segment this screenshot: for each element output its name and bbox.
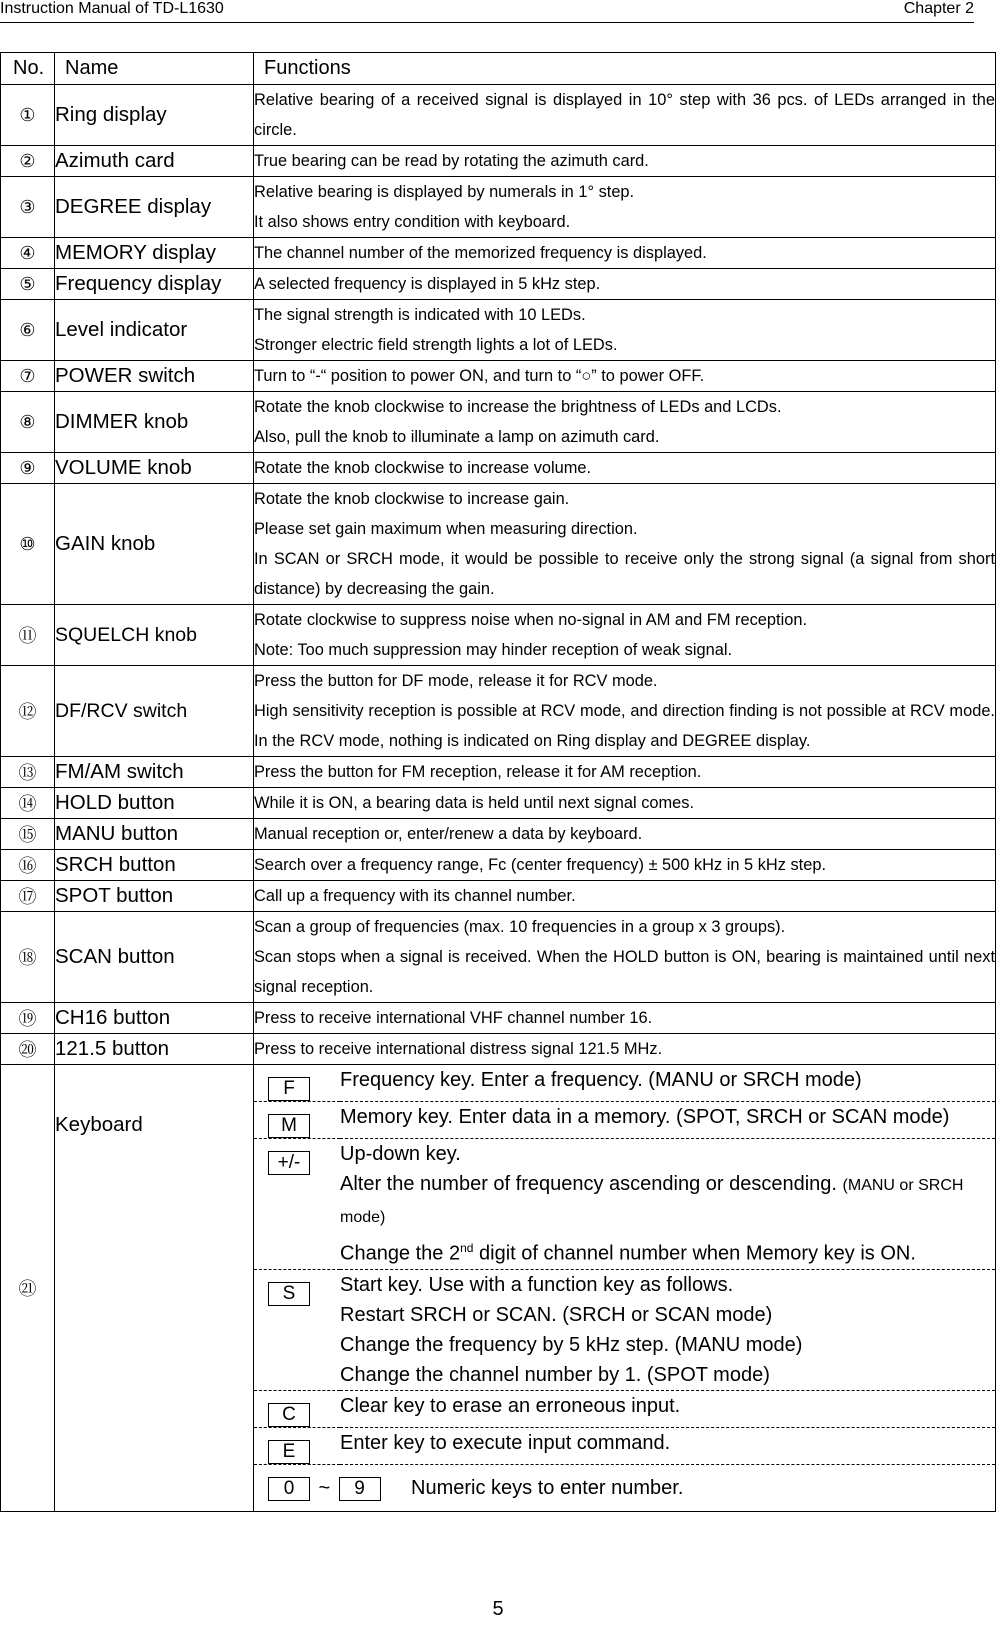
table-row <box>1 850 996 881</box>
key-updown-box: +/- <box>268 1151 310 1175</box>
table-row <box>1 484 996 605</box>
key-f-desc: Frequency key. Enter a frequency. (MANU or SRCH mode) <box>340 1069 862 1091</box>
row-number: ⑩ <box>1 484 55 605</box>
key-row-c <box>254 1390 995 1427</box>
key-range-tilde: ~ <box>318 1476 331 1499</box>
function-line: It also shows entry condition with keyboard. <box>254 213 571 231</box>
row-number: ② <box>1 146 55 177</box>
row-number: ⑤ <box>1 269 55 300</box>
row-number: ③ <box>1 177 55 238</box>
function-line: The signal strength is indicated with 10 LEDs. <box>254 306 586 324</box>
table-body <box>1 85 996 1065</box>
row-function <box>254 361 996 392</box>
key-updown-desc-3: Change the 2nd digit of channel number when Memory key is ON. <box>340 1241 916 1265</box>
row-number: ⑯ <box>1 850 55 881</box>
table-row <box>1 453 996 484</box>
row-name: MEMORY display <box>55 238 254 269</box>
key-s-box: S <box>268 1282 310 1306</box>
keyboard-key-table <box>254 1065 995 1511</box>
function-line: Manual reception or, enter/renew a data by keyboard. <box>254 825 643 843</box>
function-line: Rotate clockwise to suppress noise when no-signal in AM and FM reception. <box>254 611 808 629</box>
table-row <box>1 788 996 819</box>
function-line: Press the button for FM reception, release it for AM reception. <box>254 763 702 781</box>
table-row <box>1 666 996 757</box>
function-line: Press the button for DF mode, release it for RCV mode. <box>254 672 658 690</box>
row-function <box>254 453 996 484</box>
row-name: Frequency display <box>55 269 254 300</box>
row-function <box>254 757 996 788</box>
page-number: 5 <box>492 1598 504 1620</box>
key-9-box: 9 <box>339 1477 381 1501</box>
table-row <box>1 361 996 392</box>
row-name: 121.5 button <box>55 1034 254 1065</box>
row-function <box>254 177 996 238</box>
header-no: No. <box>1 53 55 85</box>
table-row <box>1 819 996 850</box>
row-name: VOLUME knob <box>55 453 254 484</box>
row-function <box>254 1003 996 1034</box>
key-updown-desc-1: Up-down key. <box>340 1143 461 1165</box>
row-number: ⑬ <box>1 757 55 788</box>
table-row <box>1 1003 996 1034</box>
function-line: Note: Too much suppression may hinder reception of weak signal. <box>254 641 733 659</box>
row-name: MANU button <box>55 819 254 850</box>
table-row <box>1 1034 996 1065</box>
key-row-s <box>254 1269 995 1390</box>
keyboard-functions <box>254 1065 996 1512</box>
key-0-box: 0 <box>268 1477 310 1501</box>
key-numeric-desc: Numeric keys to enter number. <box>411 1476 684 1499</box>
row-name: Keyboard <box>55 1065 254 1512</box>
row-number: ⑪ <box>1 605 55 666</box>
row-name: SPOT button <box>55 881 254 912</box>
row-function <box>254 881 996 912</box>
key-m-desc: Memory key. Enter data in a memory. (SPOT, SRCH or SCAN mode) <box>340 1106 950 1128</box>
key-s-desc-4: Change the channel number by 1. (SPOT mode) <box>340 1363 770 1386</box>
row-name: SCAN button <box>55 912 254 1003</box>
table-row-keyboard <box>1 1065 996 1512</box>
row-number: ⑳ <box>1 1034 55 1065</box>
row-number: ⑰ <box>1 881 55 912</box>
table-row <box>1 146 996 177</box>
key-row-numeric <box>254 1464 995 1511</box>
function-line: High sensitivity reception is possible at RCV mode, and direction finding is not possible at RCV mode. In the RCV mode, nothing is indicated on Ring display and DEGREE display. <box>254 702 995 750</box>
row-name: SRCH button <box>55 850 254 881</box>
function-line: Press to receive international VHF channel number 16. <box>254 1009 653 1027</box>
row-name: FM/AM switch <box>55 757 254 788</box>
table-row <box>1 177 996 238</box>
key-c-box: C <box>268 1403 310 1427</box>
row-number: ⑲ <box>1 1003 55 1034</box>
key-row-f <box>254 1065 995 1102</box>
row-function <box>254 666 996 757</box>
chapter-label: Chapter 2 <box>903 0 974 17</box>
row-name: HOLD button <box>55 788 254 819</box>
key-s-desc-1: Start key. Use with a function key as follows. <box>340 1273 734 1296</box>
function-line: Turn to “-“ position to power ON, and turn to “○” to power OFF. <box>254 367 705 385</box>
row-number: ㉑ <box>1 1065 55 1512</box>
key-e-desc: Enter key to execute input command. <box>340 1431 671 1454</box>
keyboard-section <box>1 1065 996 1512</box>
function-line: Search over a frequency range, Fc (center frequency) ± 500 kHz in 5 kHz step. <box>254 856 827 874</box>
function-line: Rotate the knob clockwise to increase the brightness of LEDs and LCDs. <box>254 398 782 416</box>
manual-title: Instruction Manual of TD-L1630 <box>0 0 224 17</box>
key-updown-desc-2: Alter the number of frequency ascending or descending. (MANU or SRCH mode) <box>340 1173 964 1226</box>
row-name: SQUELCH knob <box>55 605 254 666</box>
function-line: Relative bearing is displayed by numerals in 1° step. <box>254 183 635 201</box>
table-header-row <box>1 53 996 85</box>
row-function <box>254 85 996 146</box>
function-line: While it is ON, a bearing data is held until next signal comes. <box>254 794 695 812</box>
row-function <box>254 238 996 269</box>
table-row <box>1 238 996 269</box>
row-name: GAIN knob <box>55 484 254 605</box>
header-name: Name <box>55 53 254 85</box>
page-header <box>0 0 974 23</box>
key-row-updown <box>254 1139 995 1270</box>
key-e-box: E <box>268 1440 310 1464</box>
function-line: In SCAN or SRCH mode, it would be possible to receive only the strong signal (a signal from short distance) by decreasing the gain. <box>254 550 995 598</box>
key-c-desc: Clear key to erase an erroneous input. <box>340 1394 681 1417</box>
table-row <box>1 85 996 146</box>
function-line: Stronger electric field strength lights a lot of LEDs. <box>254 336 618 354</box>
row-number: ① <box>1 85 55 146</box>
key-row-m <box>254 1102 995 1139</box>
row-number: ⑮ <box>1 819 55 850</box>
function-line: Please set gain maximum when measuring direction. <box>254 520 638 538</box>
function-line: True bearing can be read by rotating the azimuth card. <box>254 152 649 170</box>
key-m-box: M <box>268 1114 310 1138</box>
row-function <box>254 912 996 1003</box>
row-function <box>254 484 996 605</box>
table-row <box>1 605 996 666</box>
row-number: ④ <box>1 238 55 269</box>
row-number: ⑨ <box>1 453 55 484</box>
key-row-e <box>254 1427 995 1464</box>
function-line: Press to receive international distress signal 121.5 MHz. <box>254 1040 663 1058</box>
header-functions: Functions <box>254 53 996 85</box>
table-row <box>1 392 996 453</box>
row-number: ⑱ <box>1 912 55 1003</box>
row-function <box>254 300 996 361</box>
row-name: DF/RCV switch <box>55 666 254 757</box>
row-name: DIMMER knob <box>55 392 254 453</box>
function-line: Relative bearing of a received signal is displayed in 10° step with 36 pcs. of LEDs arranged in the circle. <box>254 91 995 139</box>
table-row <box>1 881 996 912</box>
function-line: Scan a group of frequencies (max. 10 frequencies in a group x 3 groups). <box>254 918 786 936</box>
row-function <box>254 850 996 881</box>
row-function <box>254 819 996 850</box>
row-function <box>254 392 996 453</box>
row-name: DEGREE display <box>55 177 254 238</box>
row-function <box>254 605 996 666</box>
row-name: Azimuth card <box>55 146 254 177</box>
row-function <box>254 269 996 300</box>
row-name: Level indicator <box>55 300 254 361</box>
row-number: ⑭ <box>1 788 55 819</box>
table-row <box>1 912 996 1003</box>
table-row <box>1 300 996 361</box>
row-name: CH16 button <box>55 1003 254 1034</box>
table-row <box>1 269 996 300</box>
row-number: ⑥ <box>1 300 55 361</box>
functions-table <box>0 52 996 1512</box>
key-f-box: F <box>268 1077 310 1101</box>
function-line: Also, pull the knob to illuminate a lamp on azimuth card. <box>254 428 660 446</box>
function-line: Rotate the knob clockwise to increase volume. <box>254 459 592 477</box>
row-number: ⑦ <box>1 361 55 392</box>
row-function <box>254 788 996 819</box>
row-number: ⑧ <box>1 392 55 453</box>
key-s-desc-3: Change the frequency by 5 kHz step. (MANU mode) <box>340 1333 803 1356</box>
function-line: Call up a frequency with its channel number. <box>254 887 576 905</box>
function-line: Scan stops when a signal is received. When the HOLD button is ON, bearing is maintained until next signal reception. <box>254 948 995 996</box>
row-name: Ring display <box>55 85 254 146</box>
row-number: ⑫ <box>1 666 55 757</box>
function-line: The channel number of the memorized frequency is displayed. <box>254 244 707 262</box>
key-s-desc-2: Restart SRCH or SCAN. (SRCH or SCAN mode) <box>340 1303 773 1326</box>
row-function <box>254 146 996 177</box>
table-row <box>1 757 996 788</box>
function-line: Rotate the knob clockwise to increase gain. <box>254 490 570 508</box>
row-function <box>254 1034 996 1065</box>
function-line: A selected frequency is displayed in 5 kHz step. <box>254 275 601 293</box>
row-name: POWER switch <box>55 361 254 392</box>
